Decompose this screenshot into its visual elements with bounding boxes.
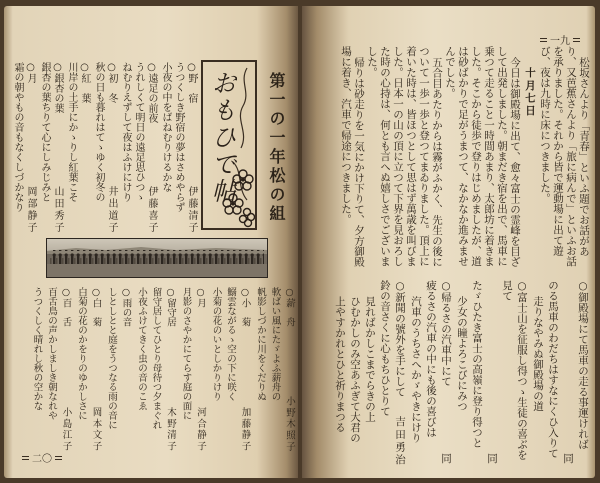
poem-line: 少女の瞳よろこびにみつ — [456, 295, 468, 412]
poem-author: 小島江子 — [60, 407, 72, 453]
poem-author: 小野木照子 — [284, 396, 295, 453]
poem-heading — [193, 287, 208, 453]
poem-line: 留守居してひとり母待つ夕まぐれ — [150, 287, 162, 430]
poem-entry — [74, 287, 103, 453]
diary-paragraph: 今日は御殿場に出て、愈々富士の霊峰を目ざして出発しました。朝まだき宿を出で、馬車に乗つて走ること一時間あまり、太郎坊に着きました。そこから徒歩で登りはじめましたが、道は砂ばかりで足がうまつて、なかなか進みませんでした。 — [444, 46, 521, 267]
poem-line: 鰯雲ながるゝ空の下に咲く — [225, 287, 236, 401]
poem-line: うれしくて明日の遠足思ひつゝ — [133, 62, 144, 202]
poem-line: 小夜の中をばねむりけるかな — [160, 62, 171, 192]
class-photo — [46, 238, 268, 278]
poem-title: ○御殿場にて馬車の走る事運ければ — [577, 280, 589, 450]
poem-title: ○白 菊 — [90, 287, 102, 327]
poem-title: ○雨の音 — [120, 287, 132, 327]
page-number-right — [540, 32, 580, 47]
poem-author: 伊藤清子 — [186, 186, 197, 234]
poem-title: ○銀杏の葉 — [52, 62, 63, 113]
poem-line: 帆影しづかに川をくだりぬ — [255, 287, 266, 401]
poem-entry — [65, 62, 91, 234]
poem-entry — [159, 62, 198, 234]
page-number-ornament — [22, 456, 29, 460]
poem-heading — [282, 287, 297, 453]
poem-heading — [237, 287, 252, 453]
poem-heading — [105, 62, 118, 234]
poem-line: 銀杏の葉ちりて心にしみじみと — [39, 62, 50, 202]
poem-line: 汽車のうちさへかゞやきにけり — [410, 295, 422, 443]
poem-heading — [58, 287, 73, 453]
section-title: 第一の一年松の組 — [267, 72, 286, 224]
poem-entry — [454, 280, 529, 466]
poem-entry — [119, 62, 158, 234]
page-number-text: 二〇 — [32, 454, 52, 465]
poem-entry — [253, 287, 297, 453]
poem-title: ○薪 舟 — [284, 287, 295, 327]
poem-line: 軟ばい風にたゞよふ薪舟の — [269, 287, 281, 401]
tanka-list — [318, 280, 590, 466]
poem-heading — [88, 287, 103, 453]
poem-title: ○野 宿 — [186, 62, 197, 103]
poem-heading — [24, 62, 37, 234]
poem-title: ○遠足の前夜 — [146, 62, 157, 123]
poem-title: ○留守居 — [165, 287, 176, 327]
poem-author: 岡部静子 — [25, 186, 36, 234]
poem-author: 岡本文子 — [90, 407, 102, 453]
poem-entry — [134, 287, 178, 453]
diary-text — [318, 46, 590, 268]
poem-heading — [185, 62, 198, 234]
page-number-ornament — [540, 38, 547, 42]
poem-heading — [560, 280, 590, 466]
left-page — [4, 6, 298, 478]
poem-line: 小菊の花のいとしかりけり — [210, 287, 222, 401]
poem-author: 伊藤喜子 — [146, 186, 157, 234]
poem-author: 同 — [440, 453, 452, 466]
poem-line: 上やすかれとひと祈りまつる — [334, 295, 346, 433]
poem-heading — [484, 280, 529, 466]
poem-heading — [438, 280, 453, 466]
poem-title: ○百 舌 — [60, 287, 72, 327]
poem-line: うつくしき野宿の夢はさめやらず — [173, 62, 184, 212]
poem-line: たゞひたき富士の高嶺に登り得つと — [471, 280, 483, 448]
poem-entry — [104, 287, 133, 453]
poem-entry — [208, 287, 252, 453]
poem-entry — [92, 62, 118, 234]
poem-line: 百舌鳥の声かしましき朝なれや — [46, 287, 57, 420]
poem-title: ○富士山を征服し得つゝ生徒の喜ぶを見て — [501, 280, 528, 460]
poem-line: 見ればかしこまでらきの上 — [364, 295, 376, 422]
poem-title: ○小 菊 — [239, 287, 251, 327]
poem-author: 同 — [486, 453, 498, 466]
poem-line: 小夜ふけてきく虫の音のこゑ — [136, 287, 147, 411]
poem-title: ○月 — [195, 287, 206, 308]
poem-line: 月影のさやかにてらす庭の面に — [180, 287, 192, 420]
logo-lettering: おもひで帖 — [208, 70, 237, 205]
poem-line: 疲るさの汽車の中にも後の喜びは — [425, 280, 437, 438]
page-number-left — [22, 450, 62, 465]
poem-author: 山田秀子 — [52, 186, 63, 234]
diary-date-heading: 十月七日 — [524, 67, 536, 118]
poem-line: のる馬車のわだちはすなにくひ入りて — [547, 280, 559, 459]
right-page — [302, 6, 595, 478]
poem-entry — [12, 62, 37, 234]
diary-paragraph: 松坂さんより「青春」といふ題でお話があり、又芭蕉さんより「旅に病んで」といふお話を承りました。それから皆で運動場に出て遊び、夜は九時に床につきました。 — [539, 46, 590, 267]
page-number-text: 一九 — [550, 36, 570, 47]
diary-paragraph: 帰りは砂走りを一気にかけ下りて、夕方御殿場に着き、汽車で帰途につきました。 — [340, 46, 365, 267]
poem-entry — [38, 62, 64, 234]
poem-line: うつくしく晴れし秋の空かな — [31, 287, 43, 411]
title-logo — [201, 60, 257, 230]
poem-author: 井出道子 — [106, 186, 117, 234]
poem-line: 鈴の音さくに心もちひとりて — [379, 280, 391, 417]
poem-title: ○初 冬 — [106, 62, 117, 103]
poem-entry — [29, 287, 73, 453]
poem-title: ○新聞の號外を手にして — [394, 280, 406, 397]
poem-heading — [163, 287, 178, 453]
poem-entry — [332, 280, 407, 466]
upper-poem-list — [12, 62, 198, 234]
poem-heading — [392, 280, 407, 466]
poem-line: 走りなやみぬ御殿場の道 — [532, 295, 544, 412]
poem-line: 川岸の土手にかゝりし紅葉こそ — [66, 62, 77, 202]
poem-line: しとしとと庭をうつなる雨の音に — [106, 287, 117, 430]
poem-author: 吉田勇治 — [394, 415, 406, 466]
poem-author: 河合静子 — [195, 407, 206, 453]
poem-heading — [78, 62, 91, 234]
poem-heading — [145, 62, 158, 234]
poem-entry — [178, 287, 207, 453]
poem-author: 加藤静子 — [239, 407, 251, 453]
poem-line: 秋の日も暮れはてゝゆく初冬の — [93, 62, 104, 202]
poem-author: 木野清子 — [165, 407, 176, 453]
poem-title: ○紅 葉 — [79, 62, 90, 103]
poem-line: 霜の朝やもの音もなくしづかなり — [12, 62, 23, 212]
poem-line: ねむりえずして夜はふけにけり — [120, 62, 131, 202]
poem-line: 白菊の花のかをりのゆかしさに — [76, 287, 87, 420]
page-number-ornament — [55, 456, 62, 460]
diary-paragraph: 五合目あたりからは霧がふかく、先生の後について一歩一歩と登つてまゐりました。頂上に着いた時は、皆ほつとして思はず萬歳を叫びました。日本一の山の頂に立つて下界を見おろした時の心持は、何とも言へぬ嬉しさでございました。 — [366, 46, 443, 267]
page-number-ornament — [573, 38, 580, 42]
poem-title: ○帰るさの汽車中にて — [440, 280, 452, 387]
poem-heading — [51, 62, 64, 234]
poem-heading — [118, 287, 133, 453]
poem-title: ○月 — [25, 62, 36, 83]
poem-entry — [530, 280, 590, 466]
lower-poem-list — [12, 287, 296, 453]
poem-author: 同 — [562, 453, 574, 466]
poem-line: ひむかしのみ空あふぎて大君の — [349, 295, 361, 443]
poem-entry — [408, 280, 453, 466]
